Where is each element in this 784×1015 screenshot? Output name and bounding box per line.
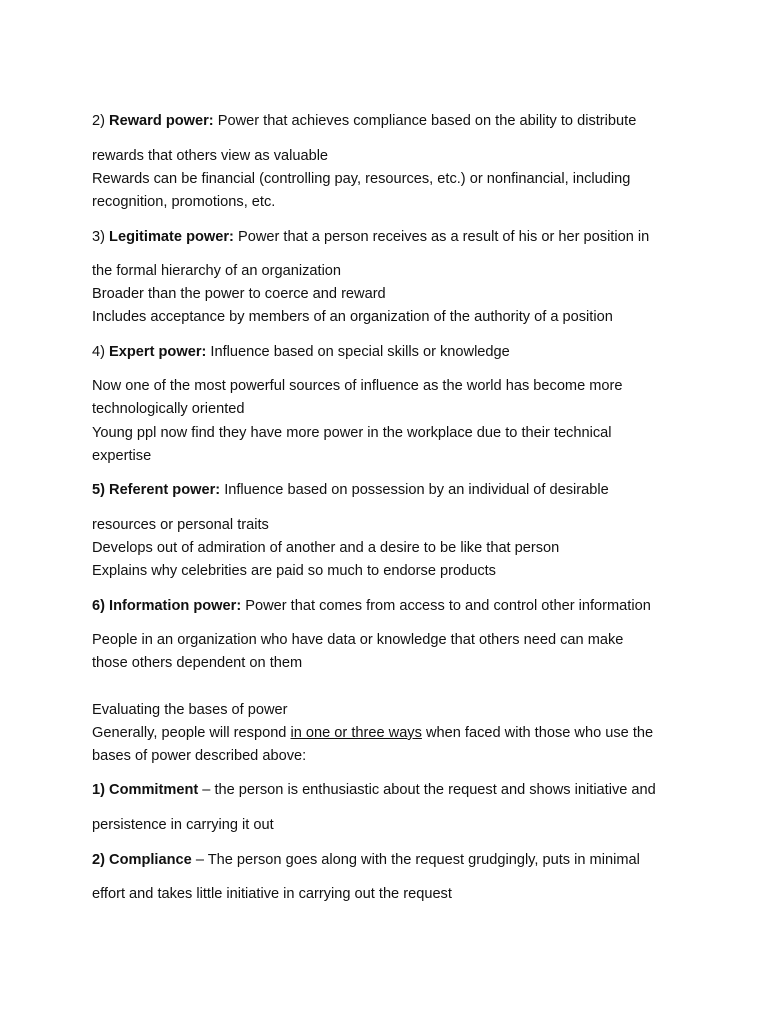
referent-term: 5) Referent power: (92, 482, 221, 498)
expert-note-1: Now one of the most powerful sources of influence as the world has become more (92, 378, 623, 394)
legitimate-definition-cont: the formal hierarchy of an organization (92, 263, 342, 279)
information-note-1: People in an organization who have data or knowledge that others need can make (92, 632, 624, 648)
legitimate-note-2: Includes acceptance by members of an organization of the authority of a position (92, 309, 613, 325)
information-note-2: those others dependent on them (92, 655, 303, 671)
legitimate-term: Legitimate power: (109, 229, 234, 245)
compliance-text-cont: effort and takes little initiative in carrying out the request (92, 886, 452, 902)
reward-number: 2) (92, 113, 105, 129)
commitment-term: 1) Commitment (92, 782, 199, 798)
compliance-text: – The person goes along with the request grudgingly, puts in minimal (195, 852, 640, 868)
evaluating-intro-cont: bases of power described above: (92, 748, 307, 764)
expert-number: 4) (92, 344, 105, 360)
legitimate-power-heading (92, 228, 649, 246)
expert-note-4: expertise (92, 448, 152, 464)
commitment-heading (92, 781, 656, 799)
expert-note-3: Young ppl now find they have more power in the workplace due to their technical (92, 425, 612, 441)
reward-power-heading (92, 112, 636, 130)
referent-note-2: Explains why celebrities are paid so much to endorse products (92, 563, 496, 579)
information-term: 6) Information power: (92, 598, 242, 614)
referent-definition-cont: resources or personal traits (92, 517, 269, 533)
compliance-term: 2) Compliance (92, 852, 192, 868)
reward-note-1: Rewards can be financial (controlling pay, resources, etc.) or nonfinancial, including (92, 171, 631, 187)
information-power-heading (92, 597, 651, 615)
commitment-text: – the person is enthusiastic about the request and shows initiative and (202, 782, 656, 798)
expert-definition: Influence based on special skills or knowledge (210, 344, 510, 360)
compliance-heading (92, 851, 640, 869)
legitimate-definition: Power that a person receives as a result of his or her position in (237, 229, 650, 245)
information-definition: Power that comes from access to and control other information (245, 598, 651, 614)
evaluating-intro-pre: Generally, people will respond (92, 725, 287, 741)
evaluating-intro-post: when faced with those who use the (425, 725, 654, 741)
reward-definition-cont: rewards that others view as valuable (92, 148, 329, 164)
evaluating-intro (92, 724, 653, 742)
expert-term: Expert power: (109, 344, 207, 360)
referent-note-1: Develops out of admiration of another and a desire to be like that person (92, 540, 560, 556)
reward-definition: Power that achieves compliance based on the ability to distribute (217, 113, 637, 129)
reward-note-2: recognition, promotions, etc. (92, 194, 276, 210)
expert-power-heading (92, 343, 510, 361)
expert-note-2: technologically oriented (92, 401, 245, 417)
legitimate-note-1: Broader than the power to coerce and reward (92, 286, 386, 302)
legitimate-number: 3) (92, 229, 105, 245)
commitment-text-cont: persistence in carrying it out (92, 817, 274, 833)
referent-definition: Influence based on possession by an individual of desirable (224, 482, 609, 498)
evaluating-heading: Evaluating the bases of power (92, 702, 288, 718)
reward-term: Reward power: (109, 113, 214, 129)
referent-power-heading (92, 481, 609, 499)
evaluating-intro-underlined: in one or three ways (290, 725, 422, 741)
